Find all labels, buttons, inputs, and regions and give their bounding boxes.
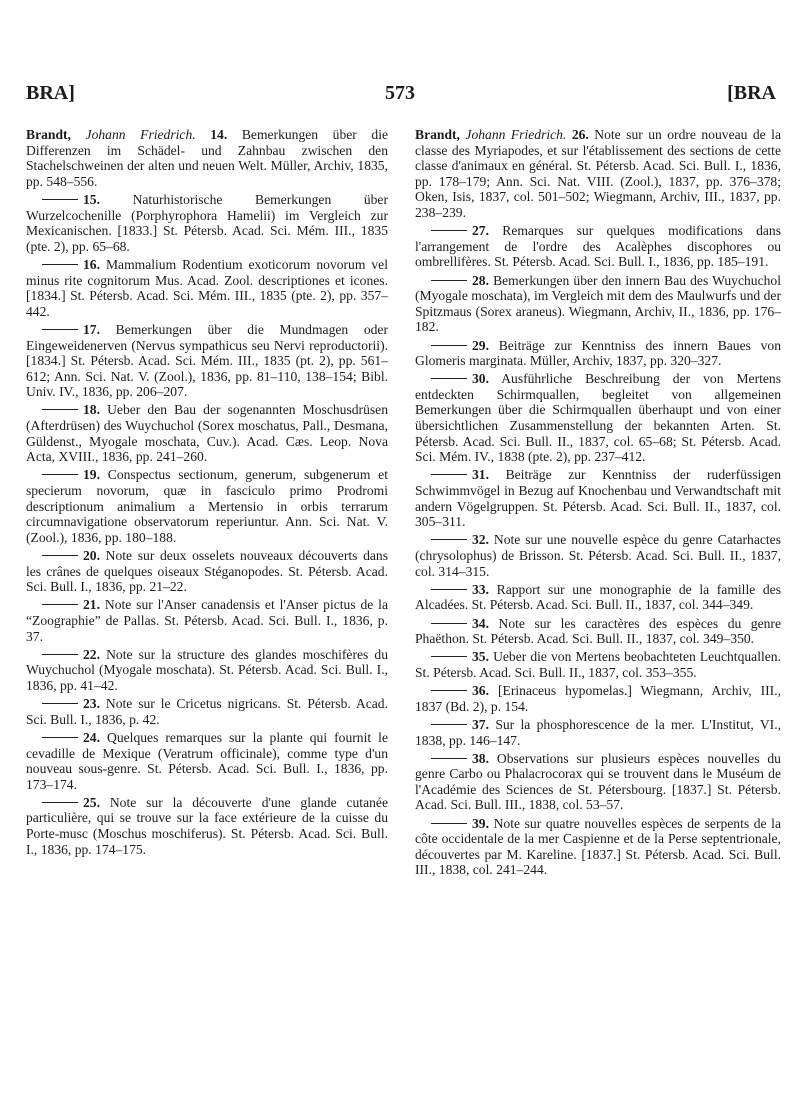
bibliography-entry [26,402,388,464]
repeat-author-dash [42,802,78,803]
entry-number: 38. [472,750,489,766]
left-column [26,127,388,860]
entry-text: Naturhistorische Bemerkungen über Wurzelcochenille (Porphyrophora Hamelii) im Vergleich zur Mexicanischen. [1833.] St. Pétersb. Acad. Sci. Mém. III., 1835 (pte. 2), pp. 65–68. [26,191,388,254]
bibliography-entry [415,338,781,369]
entry-text: Note sur la structure des glandes moschifères du Wuychuchol (Myogale moschata). St. Pétersb. Acad. Sci. Bull. I., 1836, pp. 41–42. [26,646,388,693]
entry-text: Bemerkungen über die Mundmagen oder Eingeweidenerven (Nervus sympathicus seu Nervi reproductorii). [1834.] St. Pétersb. Acad. Sci. Mém. III., 1835 (pt. 2), pp. 561–612; Ann. Sci. Nat. V. (Zool.), 1836, pp. 81–110, 138–154; Bibl. Univ. IV., 1836, pp. 206–207. [26,321,388,400]
repeat-author-dash [431,539,467,540]
bibliography-entry [26,322,388,400]
bibliography-entry [415,649,781,680]
repeat-author-dash [431,724,467,725]
entry-text: [Erinaceus hypomelas.] Wiegmann, Archiv, III., 1837 (Bd. 2), p. 154. [415,683,781,714]
bibliography-entry [26,647,388,694]
entry-number: 26. [571,127,589,142]
repeat-author-dash [431,690,467,691]
entry-text: Ueber den Bau der sogenannten Moschusdrüsen (Afterdrüsen) des Wuychuchol (Sorex moschatus, Pall., Desmana, Güldenst., Myogale moschata, Cuv.). Acad. Cæs. Leop. Nova Acta, XVIII., 1836, pp. 241–260. [26,402,388,465]
entry-number: 20. [83,548,100,563]
entry-author-first: Johann Friedrich. [85,127,196,142]
repeat-author-dash [42,703,78,704]
bibliography-entry [26,597,388,644]
entry-text: Quelques remarques sur la plante qui fournit le cevadille de Mexique (Veratrum officinale), comme type d'un nouveau sous-genre. St. Pétersb. Acad. Sci. Bull. I., 1836, pp. 173–174. [26,729,388,792]
bibliography-entry [26,730,388,792]
bibliography-entry [26,192,388,254]
entry-number: 39. [472,815,489,831]
entry-author: Brandt, [415,127,460,142]
entry-text: Beiträge zur Kenntniss der ruderfüssigen Schwimmvögel in Bezug auf Knochenbau und Verwandtschaft mit andern Vögelgruppen. St. Pétersb. Acad. Sci. Bull. II., 1837, col. 305–311. [415,467,781,530]
entry-number: 27. [472,223,489,239]
repeat-author-dash [431,280,467,281]
bibliography-entry [415,616,781,647]
entry-number: 22. [83,646,100,662]
entry-number: 33. [472,581,489,597]
entry-number: 18. [83,402,100,418]
bibliography-entry [415,751,781,813]
entry-text: Note sur quatre nouvelles espèces de serpents de la côte occidentale de la mer Caspienne et de la Perse septentrionale, découvertes par M. Kareline. [1837.] St. Pétersb. Acad. Sci. Bull. III., 1838, col. 241–244. [415,815,781,878]
bibliography-entry [415,582,781,613]
entry-text: Bemerkungen über den innern Bau des Wuychuchol (Myogale moschata), im Vergleich mit dem des Maulwurfs und der Spitzmaus (Sorex araneus). Wiegmann, Archiv, II., 1836, pp. 176–182. [415,272,781,335]
entry-number: 15. [83,191,100,207]
entry-text: Observations sur plusieurs espèces nouvelles du genre Carbo ou Phalacrocorax qui se trouvent dans le Muséum de l'Académie des Sciences de St. Pétersbourg. [1837.] St. Pétersb. Acad. Sci. Bull. III., 1838, col. 53–57. [415,750,781,813]
entry-text: Note sur deux osselets nouveaux découverts dans les crânes de quelques oiseaux Stéganopodes. St. Pétersb. Acad. Sci. Bull. I., 1836, pp. 21–22. [26,548,388,595]
repeat-author-dash [42,604,78,605]
entry-number: 35. [472,649,489,665]
header-left: BRA] [26,82,75,104]
entry-number: 17. [83,321,100,337]
repeat-author-dash [431,656,467,657]
repeat-author-dash [42,199,78,200]
entry-number: 24. [83,729,100,745]
entry-number: 25. [83,794,100,810]
repeat-author-dash [42,474,78,475]
repeat-author-dash [431,758,467,759]
bibliography-entry [415,717,781,748]
entry-text: Beiträge zur Kenntniss des innern Baues von Glomeris marginata. Müller, Archiv, 1837, pp. 320–327. [415,337,781,369]
entry-text: Conspectus sectionum, generum, subgenerum et specierum novorum, quæ in fasciculo primo Prodromi descriptionum animalium a Mertensio in orbis terrarum circumnavigatione observatorum reperiuntur. Ann. Sci. Nat. V. (Zool.), 1836, pp. 180–188. [26,467,388,545]
bibliography-entry [415,127,781,221]
bibliography-entry [26,696,388,727]
bibliography-entry [415,371,781,465]
entry-text: Note sur une nouvelle espèce du genre Catarhactes (chrysolophus) de Brisson. St. Pétersb. Acad. Sci. Bull. II., 1837, col. 314–315. [415,532,781,579]
bibliography-entry [415,816,781,878]
page-number: 573 [385,82,415,104]
repeat-author-dash [431,230,467,231]
bibliography-entry [26,795,388,857]
bibliography-entry [26,467,388,545]
repeat-author-dash [42,737,78,738]
entry-author-first: Johann Friedrich. [465,127,567,142]
entry-text: Note sur la découverte d'une glande cutanée particulière, qui se trouve sur la face extérieure de la cuisse du Porte-musc (Moschus moschiferus). St. Pétersb. Acad. Sci. Bull. I., 1836, pp. 174–175. [26,794,388,857]
entry-number: 21. [83,597,100,613]
entry-text: Note sur l'Anser canadensis et l'Anser pictus de la “Zoographie” de Pallas. St. Pétersb. Acad. Sci. Bull. I., 1836, p. 37. [26,597,388,644]
entry-number: 28. [472,272,489,288]
repeat-author-dash [42,329,78,330]
repeat-author-dash [431,623,467,624]
bibliography-entry [415,223,781,270]
repeat-author-dash [431,823,467,824]
entry-number: 23. [83,696,100,712]
repeat-author-dash [42,555,78,556]
repeat-author-dash [431,378,467,379]
entry-number: 30. [472,371,489,387]
header-right: [BRA [727,82,776,104]
bibliography-entry [26,257,388,319]
entry-number: 29. [472,337,489,353]
entry-text: Sur la phosphorescence de la mer. L'Institut, VI., 1838, pp. 146–147. [415,716,781,748]
bibliography-entry [415,273,781,335]
entry-text: Note sur les caractères des espèces du genre Phaëthon. St. Pétersb. Acad. Sci. Bull. II., 1837, col. 349–350. [415,615,781,647]
repeat-author-dash [431,474,467,475]
repeat-author-dash [431,589,467,590]
entry-text: Mammalium Rodentium exoticorum novorum vel minus rite cognitorum Mus. Acad. Zool. descriptiones et icones. [1834.] St. Pétersb. Acad. Sci. Mém. III., 1835 (pte. 2), pp. 357–442. [26,256,388,319]
repeat-author-dash [431,345,467,346]
right-column [415,127,781,881]
entry-number: 16. [83,256,100,272]
repeat-author-dash [42,264,78,265]
entry-text: Note sur un ordre nouveau de la classe des Myriapodes, et sur l'établissement des sections de cette classe d'animaux en général. St. Pétersb. Acad. Sci. Bull. I., 1836, pp. 178–179; Ann. Sci. Nat. VIII. (Zool.), 1837, pp. 376–378; Oken, Isis, 1837, col. 501–502; Wiegmann, Archiv, III., 1837, pp. 238–239. [415,127,781,220]
entry-number: 34. [472,615,489,631]
entry-text: Ueber die von Mertens beobachteten Leuchtquallen. St. Pétersb. Acad. Sci. Bull. II., 1837, col. 353–355. [415,649,781,680]
entry-number: 36. [472,683,489,699]
repeat-author-dash [42,409,78,410]
running-header [0,82,800,108]
bibliography-entry [415,532,781,579]
entry-text: Note sur le Cricetus nigricans. St. Pétersb. Acad. Sci. Bull. I., 1836, p. 42. [26,696,388,727]
bibliography-entry [26,127,388,189]
bibliography-entry [415,467,781,529]
entry-text: Rapport sur une monographie de la famille des Alcadées. St. Pétersb. Acad. Sci. Bull. II., 1837, col. 344–349. [415,581,781,613]
entry-number: 14. [210,127,228,142]
bibliography-entry [26,548,388,595]
repeat-author-dash [42,654,78,655]
entry-number: 19. [83,467,100,483]
entry-text: Ausführliche Beschreibung der von Mertens entdeckten Schirmquallen, begleitet von allgemeinen Bemerkungen über die Schirmquallen überhaupt und von einer übersichtlichen Zusammenstellung der bekannten Arten. St. Pétersb. Acad. Sci. Bull. II., 1837, col. 65–68; St. Pétersb. Acad. Sci. Mém. IV., 1838 (pte. 2), pp. 237–412. [415,371,781,465]
entry-author: Brandt, [26,127,71,142]
entry-text: Remarques sur quelques modifications dans l'arrangement de l'ordre des Acalèphes discophores ou ombrellifères. St. Pétersb. Acad. Sci. Bull. I., 1836, pp. 185–191. [415,223,781,270]
entry-number: 31. [472,467,489,483]
entry-number: 37. [472,716,489,732]
entry-number: 32. [472,532,489,548]
bibliography-entry [415,683,781,714]
entry-text: Bemerkungen über die Differenzen im Schädel- und Zahnbau zwischen den Stachelschweinen der alten und neuen Welt. Müller, Archiv, 1835, pp. 548–556. [26,127,389,189]
